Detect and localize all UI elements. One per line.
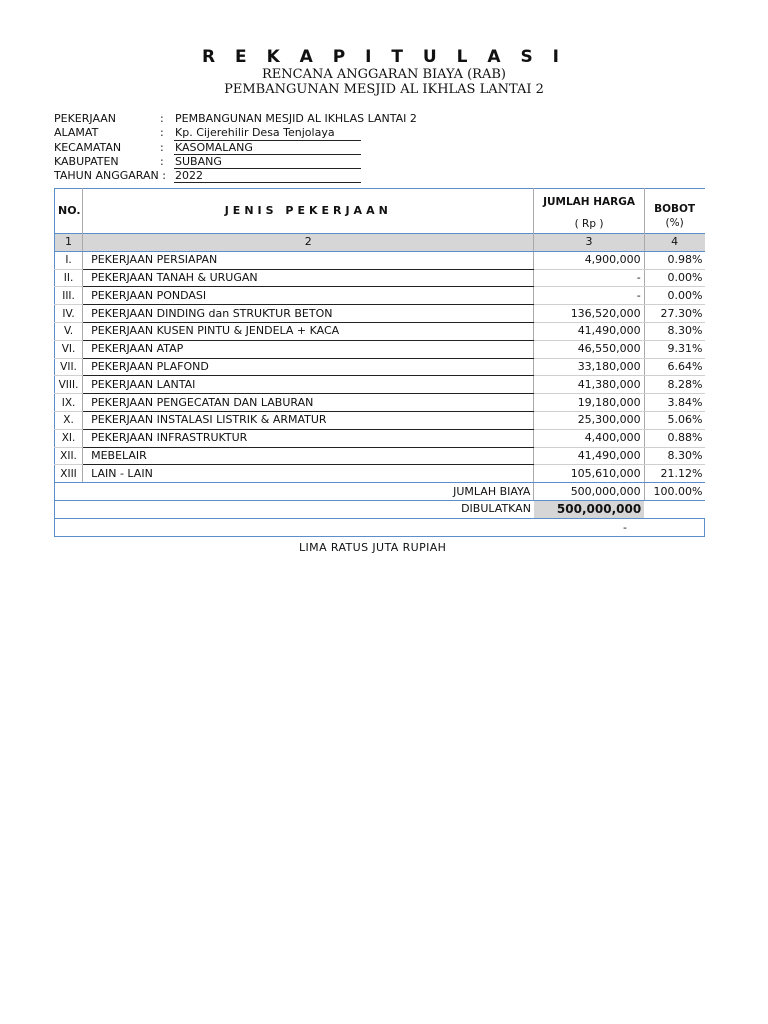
info-row-tahun-anggaran	[54, 169, 361, 183]
row-number: VIII.	[55, 376, 83, 394]
info-label: TAHUN ANGGARAN :	[54, 169, 166, 183]
rounded-label: DIBULATKAN	[55, 500, 534, 518]
info-label: ALAMAT	[54, 126, 99, 140]
table-row	[55, 447, 705, 465]
header-job: JENIS PEKERJAAN	[83, 189, 534, 234]
row-weight: 0.98%	[644, 251, 704, 269]
table-row	[55, 429, 705, 447]
table-row	[55, 269, 705, 287]
row-amount: 33,180,000	[534, 358, 644, 376]
amount-in-words-row	[55, 518, 705, 536]
row-amount: 4,400,000	[534, 429, 644, 447]
info-colon: :	[160, 112, 164, 125]
row-weight: 0.00%	[644, 287, 704, 305]
total-weight: 100.00%	[644, 483, 704, 501]
table-row	[55, 305, 705, 323]
row-job-name: PEKERJAAN PONDASI	[83, 287, 534, 305]
row-number: XIII	[55, 465, 83, 483]
info-row-kecamatan	[54, 141, 361, 155]
project-subtitle: PEMBANGUNAN MESJID AL IKHLAS LANTAI 2	[224, 82, 544, 97]
row-job-name: PEKERJAAN LANTAI	[83, 376, 534, 394]
info-value: Kp. Cijerehilir Desa Tenjolaya	[174, 126, 361, 140]
row-weight: 3.84%	[644, 394, 704, 412]
row-amount: 105,610,000	[534, 465, 644, 483]
row-amount: 136,520,000	[534, 305, 644, 323]
row-weight: 27.30%	[644, 305, 704, 323]
row-amount: 46,550,000	[534, 340, 644, 358]
row-amount: 25,300,000	[534, 411, 644, 429]
info-value: 2022	[174, 169, 361, 183]
info-colon: :	[160, 154, 164, 168]
row-job-name: PEKERJAAN TANAH & URUGAN	[83, 269, 534, 287]
total-label: JUMLAH BIAYA	[55, 483, 534, 501]
row-number: II.	[55, 269, 83, 287]
header-amount-unit: ( Rp )	[574, 218, 604, 230]
column-number: 3	[534, 234, 644, 252]
column-number-row	[55, 234, 705, 252]
table-row	[55, 322, 705, 340]
row-weight: 5.06%	[644, 411, 704, 429]
row-number: V.	[55, 322, 83, 340]
row-number: IX.	[55, 394, 83, 412]
column-number: 2	[83, 234, 534, 252]
project-info	[54, 112, 417, 183]
row-number: I.	[55, 251, 83, 269]
row-weight: 0.88%	[644, 429, 704, 447]
row-amount: 19,180,000	[534, 394, 644, 412]
row-job-name: PEKERJAAN PERSIAPAN	[83, 251, 534, 269]
info-colon	[160, 169, 174, 183]
row-weight: 8.30%	[644, 447, 704, 465]
row-job-name: MEBELAIR	[83, 447, 534, 465]
table-row	[55, 340, 705, 358]
total-amount: 500,000,000	[534, 483, 644, 501]
table-header-row	[55, 189, 705, 234]
table-body	[55, 251, 705, 482]
row-amount: 41,490,000	[534, 322, 644, 340]
header-amount	[534, 189, 644, 234]
amount-in-words: LIMA RATUS JUTA RUPIAH	[299, 540, 447, 554]
row-job-name: PEKERJAAN INFRASTRUKTUR	[83, 429, 534, 447]
info-colon: :	[160, 140, 164, 154]
rounded-empty-cell	[644, 500, 704, 518]
document-subtitle: RENCANA ANGGARAN BIAYA (RAB)	[261, 67, 506, 82]
info-row-alamat	[54, 126, 361, 140]
row-job-name: PEKERJAAN PLAFOND	[83, 358, 534, 376]
table-row	[55, 358, 705, 376]
table-row	[55, 376, 705, 394]
info-row-pekerjaan	[54, 112, 417, 126]
info-colon: :	[160, 126, 164, 140]
row-weight: 6.64%	[644, 358, 704, 376]
row-amount: 41,380,000	[534, 376, 644, 394]
row-job-name: PEKERJAAN INSTALASI LISTRIK & ARMATUR	[83, 411, 534, 429]
info-label: KABUPATEN	[54, 154, 119, 168]
info-row-kabupaten	[54, 155, 361, 169]
row-amount: 4,900,000	[534, 251, 644, 269]
row-weight: 8.28%	[644, 376, 704, 394]
row-number: XII.	[55, 447, 83, 465]
header-amount-label: JUMLAH HARGA	[543, 196, 635, 208]
header-weight-unit: (%)	[665, 217, 684, 229]
total-row	[55, 483, 705, 501]
row-weight: 0.00%	[644, 269, 704, 287]
row-weight: 9.31%	[644, 340, 704, 358]
row-amount: 41,490,000	[534, 447, 644, 465]
header-no: NO.	[55, 189, 83, 234]
document-title: R E K A P I T U L A S I	[202, 47, 566, 67]
info-label: KECAMATAN	[54, 140, 122, 154]
rounded-amount: 500,000,000	[534, 500, 644, 518]
row-job-name: PEKERJAAN DINDING dan STRUKTUR BETON	[83, 305, 534, 323]
header-weight	[644, 189, 704, 234]
row-job-name: PEKERJAAN ATAP	[83, 340, 534, 358]
row-job-name: PEKERJAAN PENGECATAN DAN LABURAN	[83, 394, 534, 412]
table-row	[55, 394, 705, 412]
row-amount: -	[534, 269, 644, 287]
table-row	[55, 411, 705, 429]
row-number: XI.	[55, 429, 83, 447]
column-number: 4	[644, 234, 704, 252]
row-number: VII.	[55, 358, 83, 376]
header-weight-label: BOBOT	[654, 203, 696, 215]
rounded-row	[55, 500, 705, 518]
row-number: VI.	[55, 340, 83, 358]
row-job-name: LAIN - LAIN	[83, 465, 534, 483]
table-row	[55, 465, 705, 483]
row-amount: -	[534, 287, 644, 305]
row-number: X.	[55, 411, 83, 429]
table-row	[55, 251, 705, 269]
row-number: III.	[55, 287, 83, 305]
rab-summary-table	[54, 188, 705, 554]
row-weight: 8.30%	[644, 322, 704, 340]
row-weight: 21.12%	[644, 465, 704, 483]
info-value: PEMBANGUNAN MESJID AL IKHLAS LANTAI 2	[175, 112, 417, 125]
row-job-name: PEKERJAAN KUSEN PINTU & JENDELA + KACA	[83, 322, 534, 340]
info-label: PEKERJAAN	[54, 112, 117, 125]
row-number: IV.	[55, 305, 83, 323]
amount-in-words-cell	[55, 518, 705, 554]
info-value: KASOMALANG	[174, 141, 361, 155]
amount-in-words-dash: -	[623, 520, 627, 534]
info-value: SUBANG	[174, 155, 361, 169]
table-row	[55, 287, 705, 305]
column-number: 1	[55, 234, 83, 252]
